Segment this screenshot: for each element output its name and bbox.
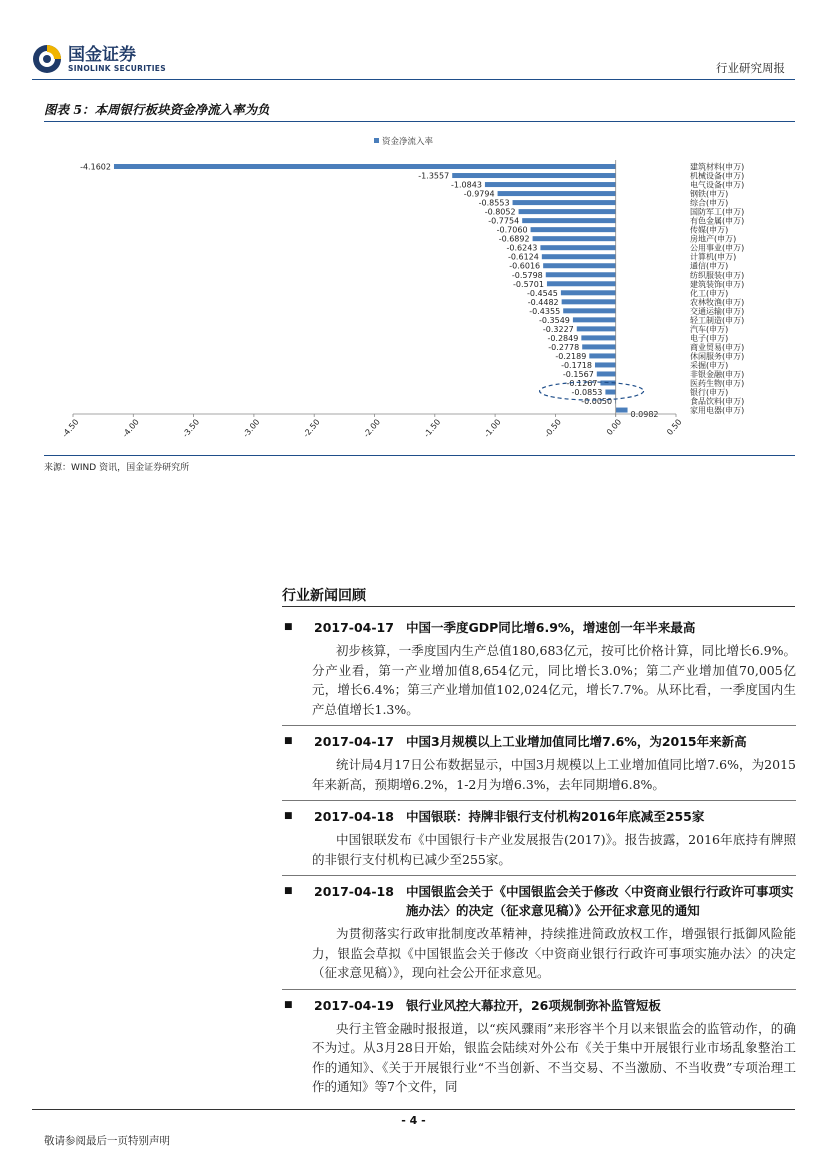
chart-bar [561,290,616,295]
chart-bar [485,182,616,187]
news-body: 统计局4月17日公布数据显示，中国3月规模以上工业增加值同比增7.6%，为2015年来新高，预期增6.2%，1-2月为增6.3%，去年同期增6.8%。 [312,757,796,792]
chart-bar [513,200,616,205]
x-tick-label: -4.50 [60,417,81,440]
chart-bar [533,236,616,241]
chart-bar [577,326,616,331]
bar-value-label: -0.4545 [526,288,558,298]
fund-flow-bar-chart [44,123,795,455]
x-tick-label: 0.50 [665,417,684,437]
news-item [282,726,796,801]
bar-value-label: -0.5701 [513,279,544,289]
category-label: 建筑装饰(申万) [690,279,745,289]
x-tick-label: -2.00 [361,417,383,440]
news-date: 2017-04-17 [314,734,394,749]
category-label: 电子(申万) [690,333,729,343]
bar-value-label: -0.8553 [478,198,510,208]
category-label: 机械设备(申万) [690,171,745,181]
category-label: 通信(申万) [690,261,729,271]
category-label: 综合(申万) [690,198,729,208]
news-item-title [282,801,796,830]
chart-bar [546,272,616,277]
figure-source: 来源：WIND 资讯，国金证券研究所 [44,463,190,473]
news-date: 2017-04-18 [314,809,394,824]
x-tick-label: 0.00 [604,417,624,437]
news-headline: 银行业风控大幕拉开，26项规制弥补监管短板 [405,997,661,1013]
bar-value-label: -0.5798 [511,270,543,280]
chart-bar [595,362,616,367]
chart-bar [563,308,616,313]
bar-value-label: -0.7754 [488,216,520,226]
legend-label: 资金净流入率 [382,137,434,147]
square-bullet-icon: ■ [284,622,293,632]
news-item-title [282,612,796,641]
bar-value-label: -0.3227 [542,324,574,334]
news-date: 2017-04-18 [314,884,394,899]
footer-divider [32,1109,795,1110]
chart-bar [597,371,616,376]
bar-value-label: -0.0853 [571,388,603,398]
page-number: - 4 - [401,1114,426,1127]
chart-bar [582,344,616,349]
legend-swatch [374,138,379,143]
category-label: 休闲服务(申万) [690,351,745,361]
news-body: 中国银联发布《中国银行卡产业发展报告(2017)》。报告披露，2016年底持有牌照的非银行支付机构已减少至255家。 [312,832,796,867]
chart-bar [547,281,616,286]
x-tick-label: -2.50 [301,417,322,440]
chart-bar [616,408,628,413]
news-item-title [282,726,796,755]
caption-divider [44,121,795,122]
category-label: 传媒(申万) [690,225,729,235]
category-label: 商业贸易(申万) [690,342,745,352]
news-date: 2017-04-17 [314,620,394,635]
news-item-title [282,876,796,924]
chart-bar [589,353,615,358]
company-logo [32,44,166,74]
news-body: 为贯彻落实行政审批制度改革精神，持续推进简政放权工作，增强银行抵御风险能力，银监会草拟《中国银监会关于修改〈中资商业银行行政许可事项实施办法〉的决定（征求意见稿）》，现向社会公开征求意见。 [312,926,796,980]
chart-bar [605,390,615,395]
category-label: 国防军工(申万) [690,207,745,217]
bar-value-label: 0.0982 [630,410,659,420]
news-body: 央行主管金融时报报道，以“疾风骤雨”来形容半个月以来银监会的监管动作，的确不为过。从3月28日开始，银监会陆续对外公布《关于集中开展银行业市场乱象整治工作的通知》、《关于开展银行业“不当创新、不当交易、不当激励、不当收费”专项治理工作的通知》等7个文件，同 [312,1020,796,1094]
x-tick-label: -3.50 [180,417,202,440]
sinolink-logo-icon [32,44,62,74]
x-tick-label: -1.50 [422,417,443,440]
news-headline: 中国一季度GDP同比增6.9%，增速创一年半来最高 [405,620,696,635]
bar-value-label: -0.0050 [581,397,613,407]
header-divider [32,79,795,80]
category-label: 医药生物(申万) [690,378,745,388]
category-label: 钢铁(申万) [690,189,729,199]
category-label: 化工(申万) [690,288,729,298]
news-headline: 中国银联：持牌非银行支付机构2016年底减至255家 [405,809,705,824]
bar-value-label: -0.2778 [548,342,580,352]
news-item [282,990,796,1097]
news-body: 初步核算，一季度国内生产总值180,683亿元，按可比价格计算，同比增长6.9%。分产业看，第一产业增加值8,654亿元，同比增长3.0%；第二产业增加值70,005亿元，增长6.4%；第三产业增加值102,024亿元，增长7.7%。从环比看，一季度国内生产总值增长1.3%。 [312,643,796,717]
chart-bar [562,299,616,304]
news-list [282,612,796,1097]
chart-legend [374,136,434,147]
chart-bar [522,218,616,223]
chart-bar [540,245,615,250]
news-item [282,876,796,990]
disclaimer-note: 敬请参阅最后一页特别声明 [44,1135,170,1147]
report-type: 行业研究周报 [716,61,785,75]
chart-bar [542,254,616,259]
square-bullet-icon: ■ [284,999,293,1010]
figure-bottom-divider [44,455,795,456]
bar-value-label: -0.2189 [555,351,587,361]
bar-value-label: -4.1602 [80,162,111,172]
news-item-title [282,990,796,1019]
page-header [0,0,827,80]
bar-value-label: -0.6016 [509,261,541,271]
section-divider [282,606,795,607]
square-bullet-icon: ■ [284,811,293,821]
news-headline: 中国3月规模以上工业增加值同比增7.6%，为2015年来新高 [405,734,747,749]
chart-bar [452,173,615,178]
x-tick-label: -4.00 [120,417,141,440]
category-label: 公用事业(申万) [690,243,745,253]
category-label: 非银金融(申万) [690,369,745,379]
chart-bar [543,263,616,268]
category-label: 农林牧渔(申万) [690,297,745,307]
square-bullet-icon: ■ [284,736,293,746]
chart-bar [519,209,616,214]
bar-value-label: -1.0843 [451,180,482,190]
chart-bar [573,317,616,322]
bar-value-label: -0.4482 [527,297,559,307]
news-item [282,801,796,876]
bar-value-label: -0.6892 [498,234,530,244]
logo-chinese-name: 国金证券 [68,44,136,65]
category-label: 食品饮料(申万) [690,397,745,407]
category-label: 汽车(申万) [690,324,729,334]
category-label: 家用电器(申万) [690,406,745,416]
x-tick-label: -0.50 [542,417,563,440]
category-label: 房地产(申万) [690,234,737,244]
bar-value-label: -0.2849 [547,333,579,343]
category-label: 电气设备(申万) [690,180,745,190]
news-item [282,612,796,726]
square-bullet-icon: ■ [284,886,293,896]
x-tick-label: -3.00 [241,417,262,440]
category-label: 采掘(申万) [690,360,729,370]
category-label: 交通运输(申万) [690,306,745,316]
bar-value-label: -0.8052 [484,207,516,217]
bar-value-label: -0.4355 [529,306,561,316]
chart-category-labels [690,162,744,416]
bar-value-label: -0.3549 [539,315,570,325]
figure-caption: 图表 5：本周银行板块资金净流入率为负 [44,102,270,117]
chart-bar [581,335,615,340]
bar-value-label: -0.6124 [507,252,539,262]
category-label: 建筑材料(申万) [690,162,745,172]
section-title: 行业新闻回顾 [282,588,366,604]
news-headline: 中国银监会关于《中国银监会关于修改〈中资商业银行行政许可事项实施办法〉的决定（征求意见稿）》公开征求意见的通知 [405,884,794,918]
chart-bar [114,164,616,169]
chart-bar [531,227,616,232]
chart-bar [498,191,616,196]
news-date: 2017-04-19 [314,997,394,1013]
bar-value-label: -0.9794 [463,189,495,199]
bar-value-label: -0.1567 [562,369,594,379]
bar-value-label: -0.7060 [496,225,528,235]
category-label: 银行(申万) [690,388,729,398]
logo-english-name: SINOLINK SECURITIES [68,63,166,73]
category-label: 有色金属(申万) [690,216,745,226]
bar-value-label: -0.1267 [566,378,598,388]
category-label: 纺织服装(申万) [690,270,745,280]
bar-value-label: -0.1718 [561,360,592,370]
bar-value-label: -0.6243 [506,243,538,253]
x-tick-label: -1.00 [482,417,503,440]
bar-value-label: -1.3557 [418,171,450,181]
category-label: 轻工制造(申万) [690,315,745,325]
category-label: 计算机(申万) [690,252,737,262]
